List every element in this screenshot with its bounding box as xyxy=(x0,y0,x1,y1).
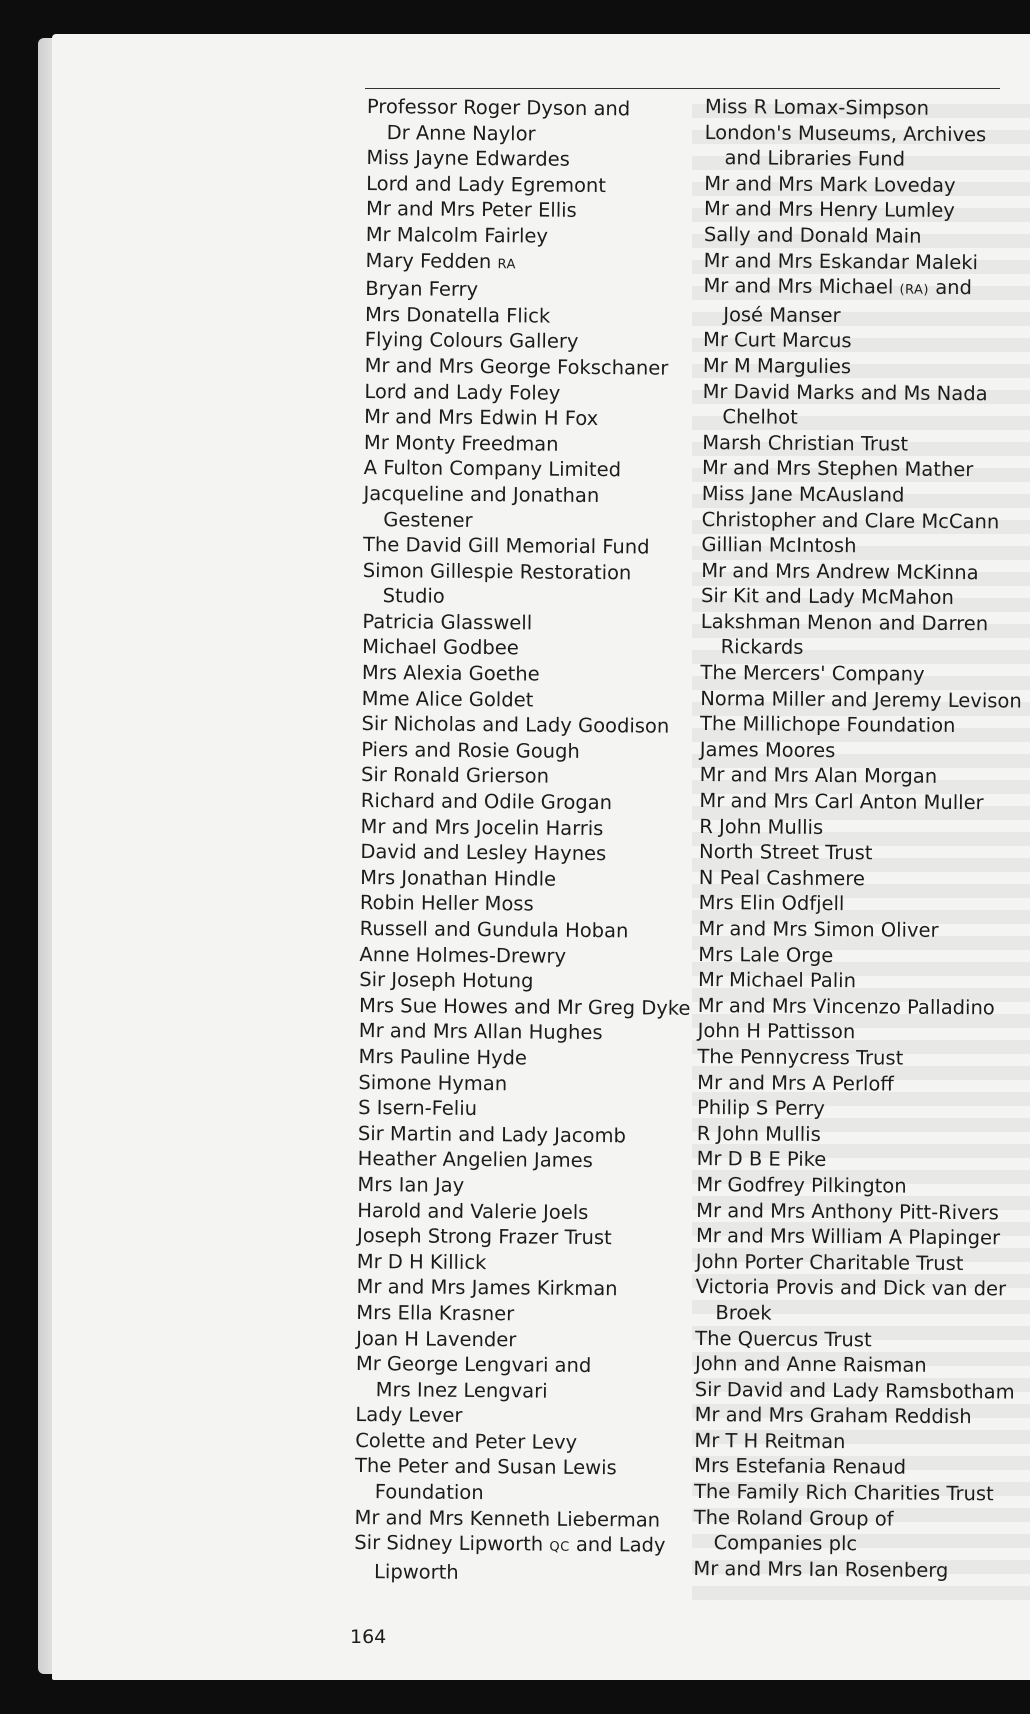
donor-name: Mr Monty Freedman xyxy=(363,430,559,456)
donor-entry xyxy=(363,532,683,560)
donor-name: Mr David Marks and Ms Nada xyxy=(702,379,988,405)
donor-name: Mrs Ella Krasner xyxy=(356,1300,515,1326)
donor-entry xyxy=(699,839,1009,867)
donor-entry xyxy=(360,814,680,842)
donor-entry xyxy=(700,660,1010,688)
donor-name: Mr D B E Pike xyxy=(696,1147,827,1172)
donor-entry xyxy=(697,1146,1007,1174)
post-nominal: QC xyxy=(549,1539,570,1556)
donor-entry xyxy=(355,1402,675,1430)
donor-entry xyxy=(357,1172,677,1200)
donor-entry xyxy=(364,455,684,483)
donor-entry xyxy=(366,222,686,250)
donor-name: Mr and Mrs Vincenzo Palladino xyxy=(697,993,995,1020)
donor-name: Sir Nicholas and Lady Goodison xyxy=(361,712,670,738)
donor-entry xyxy=(698,916,1008,944)
donor-name: Lady Lever xyxy=(355,1403,463,1428)
donor-name: Christopher and Clare McCann xyxy=(701,507,1000,533)
donor-name: Mrs Donatella Flick xyxy=(364,302,551,328)
donor-entry xyxy=(703,273,1013,330)
donor-name: Mr and Mrs George Fokschaner xyxy=(364,353,669,380)
donor-entry xyxy=(694,1505,1004,1559)
donor-entry xyxy=(694,1428,1004,1456)
donor-name-second-line: Foundation xyxy=(374,1480,484,1505)
donor-entry xyxy=(699,890,1009,918)
donor-entry xyxy=(358,1121,678,1149)
donor-entry xyxy=(697,1044,1007,1072)
donor-name-continued: and xyxy=(935,275,973,300)
donor-entry xyxy=(357,1249,677,1277)
donor-name: Mr and Mrs James Kirkman xyxy=(356,1275,618,1301)
donor-name: Joseph Strong Frazer Trust xyxy=(356,1224,612,1250)
donor-name-second-line: Mrs Inez Lengvari xyxy=(375,1377,548,1403)
donor-name: Michael Godbee xyxy=(362,635,519,660)
donor-entry xyxy=(365,248,685,279)
donor-entry xyxy=(694,1479,1004,1507)
donor-name-second-line: Lipworth xyxy=(374,1559,459,1584)
donor-entry xyxy=(697,1070,1007,1098)
donor-entry xyxy=(360,839,680,867)
donor-name: Mr D H Killick xyxy=(356,1249,487,1274)
donor-entry xyxy=(704,196,1014,224)
donor-entry xyxy=(695,1402,1005,1430)
donor-name: Mr and Mrs Alan Morgan xyxy=(699,763,938,789)
donor-entry xyxy=(704,222,1014,250)
donor-name: Simon Gillespie Restoration xyxy=(362,558,632,585)
donor-entry xyxy=(703,327,1013,355)
donor-entry xyxy=(365,302,685,330)
donor-entry xyxy=(700,762,1010,790)
donor-name: Joan H Lavender xyxy=(356,1326,517,1351)
donor-name: Miss R Lomax-Simpson xyxy=(704,94,930,120)
donor-name: Norma Miller and Jeremy Levison xyxy=(700,686,1022,713)
donor-entry xyxy=(701,558,1011,586)
donor-name: Mr Michael Palin xyxy=(697,968,857,993)
donor-entry xyxy=(357,1197,677,1225)
donor-name: Mr and Mrs Kenneth Lieberman xyxy=(354,1505,661,1532)
donor-entry xyxy=(362,634,682,662)
donor-entry xyxy=(700,686,1022,714)
donor-entry xyxy=(358,1146,678,1174)
donor-entry xyxy=(355,1428,675,1456)
donor-name: Mrs Pauline Hyde xyxy=(358,1044,528,1070)
donor-name: Richard and Odile Grogan xyxy=(360,789,613,815)
donor-name: Mrs Lale Orge xyxy=(698,942,834,967)
post-nominal: RA xyxy=(497,256,516,272)
donor-name: Patricia Glasswell xyxy=(362,609,533,635)
donor-entry xyxy=(358,1044,678,1072)
donor-entry xyxy=(696,1223,1006,1251)
donor-entry xyxy=(696,1172,1006,1200)
donor-name: Sir Ronald Grierson xyxy=(360,763,550,789)
donor-entry xyxy=(359,942,679,970)
donor-name: Mr and Mrs Ian Rosenberg xyxy=(693,1556,949,1582)
donor-name: James Moores xyxy=(699,737,836,762)
donor-name: Philip S Perry xyxy=(696,1096,825,1121)
donor-entry xyxy=(358,1095,678,1123)
donor-entry xyxy=(702,455,1012,483)
donor-entry xyxy=(358,993,691,1021)
donor-entry xyxy=(361,788,681,816)
donor-name: Mr Curt Marcus xyxy=(702,328,852,353)
donor-entry xyxy=(357,1223,677,1251)
donor-entry xyxy=(360,865,680,893)
donor-entry xyxy=(364,404,684,432)
donor-entry xyxy=(361,762,681,790)
donor-name: Mr and Mrs Jocelin Harris xyxy=(360,814,604,840)
donor-name-second-line: Dr Anne Naylor xyxy=(386,120,536,146)
donor-entry xyxy=(364,379,684,407)
donor-name: Sir Joseph Hotung xyxy=(359,968,534,993)
donor-name: Mrs Jonathan Hindle xyxy=(360,865,557,891)
donor-entry xyxy=(705,94,1015,122)
donor-entry xyxy=(697,1095,1007,1123)
donor-name-second-line: Companies plc xyxy=(713,1531,858,1556)
donor-name: Colette and Peter Levy xyxy=(355,1428,578,1454)
donor-name: John and Anne Raisman xyxy=(694,1352,927,1377)
donor-name-second-line: and Libraries Fund xyxy=(724,146,906,171)
donor-name-second-line: Broek xyxy=(715,1301,772,1325)
donor-name: Miss Jayne Edwardes xyxy=(366,146,570,171)
donor-entry xyxy=(698,967,1008,995)
donor-name: Mr and Mrs Carl Anton Muller xyxy=(699,789,984,815)
donor-entry xyxy=(356,1325,676,1353)
donor-entry xyxy=(365,327,685,355)
donor-name: Mr and Mrs Michael xyxy=(703,274,894,299)
donor-name: Mr and Mrs Edwin H Fox xyxy=(364,405,599,431)
donor-name-second-line: Studio xyxy=(382,584,445,608)
donor-name: The Quercus Trust xyxy=(695,1326,872,1351)
donor-entry xyxy=(366,145,686,173)
donor-entry xyxy=(359,1018,679,1046)
donor-entry xyxy=(367,94,687,148)
header-rule xyxy=(365,88,1000,89)
donor-name: Mr Godfrey Pilkington xyxy=(696,1172,907,1198)
donor-name: The David Gill Memorial Fund xyxy=(362,533,650,559)
donor-name: Gillian McIntosh xyxy=(701,533,857,558)
donor-name: Mr and Mrs Eskandar Maleki xyxy=(703,248,979,274)
donor-name: Heather Angelien James xyxy=(357,1147,593,1173)
donor-name: Sally and Donald Main xyxy=(703,222,922,248)
donor-entry xyxy=(702,430,1012,458)
donor-entry xyxy=(354,1505,674,1533)
donor-entry xyxy=(703,353,1013,381)
donor-name: Mme Alice Goldet xyxy=(361,686,534,712)
donor-entry xyxy=(358,1070,678,1098)
donor-name: Marsh Christian Trust xyxy=(702,430,909,456)
donor-name: Mr and Mrs Andrew McKinna xyxy=(701,558,979,584)
donor-list-right-column xyxy=(693,94,1022,1584)
donor-name: Victoria Provis and Dick van der xyxy=(695,1275,1007,1301)
donor-name: S Isern-Feliu xyxy=(358,1096,478,1121)
donor-entry xyxy=(355,1453,675,1507)
donor-name: Mr and Mrs Simon Oliver xyxy=(698,916,939,942)
donor-name: The Family Rich Charities Trust xyxy=(693,1480,994,1506)
donor-name: Professor Roger Dyson and xyxy=(366,94,631,121)
post-nominal: (RA) xyxy=(899,282,930,298)
donor-entry xyxy=(702,506,1012,534)
donor-name: London's Museums, Archives xyxy=(704,120,987,146)
donor-entry xyxy=(362,660,682,688)
donor-entry xyxy=(700,711,1010,739)
donor-entry xyxy=(695,1351,1005,1379)
donor-entry xyxy=(365,353,685,381)
donor-entry xyxy=(356,1300,676,1328)
donor-entry xyxy=(700,737,1010,765)
donor-name: Simone Hyman xyxy=(358,1070,508,1095)
donor-name: Mr and Mrs William A Plapinger xyxy=(695,1224,1001,1250)
donor-entry xyxy=(366,171,686,199)
donor-entry xyxy=(699,865,1009,893)
donor-name: Russell and Gundula Hoban xyxy=(359,916,629,943)
donor-entry xyxy=(704,171,1014,199)
donor-entry xyxy=(704,120,1014,174)
donor-entry xyxy=(699,814,1009,842)
donor-name: The Peter and Susan Lewis xyxy=(354,1454,617,1480)
donor-entry xyxy=(698,942,1008,970)
donor-entry xyxy=(697,1121,1007,1149)
donor-name: R John Mullis xyxy=(696,1121,821,1146)
donor-name: Harold and Valerie Joels xyxy=(357,1198,589,1224)
donor-name: Mr and Mrs A Perloff xyxy=(697,1070,894,1096)
donor-name: R John Mullis xyxy=(699,814,824,839)
donor-name: The Mercers' Company xyxy=(700,661,925,686)
donor-name: The Pennycress Trust xyxy=(697,1044,904,1070)
donor-entry xyxy=(699,788,1009,816)
donor-name: Mr and Mrs Anthony Pitt-Rivers xyxy=(696,1198,999,1224)
donor-name: Sir Martin and Lady Jacomb xyxy=(357,1121,626,1148)
donor-name: A Fulton Company Limited xyxy=(363,456,622,482)
donor-name: Sir Kit and Lady McMahon xyxy=(700,584,954,610)
donor-entry xyxy=(354,1530,674,1587)
donor-entry xyxy=(702,481,1012,509)
donor-entry xyxy=(356,1274,676,1302)
donor-name: Lord and Lady Egremont xyxy=(366,171,607,197)
donor-name: N Peal Cashmere xyxy=(698,865,866,891)
donor-name: Mr and Mrs Graham Reddish xyxy=(694,1403,972,1429)
donor-name: Mr and Mrs Stephen Mather xyxy=(701,456,974,482)
donor-entry xyxy=(361,737,681,765)
donor-entry xyxy=(698,1018,1008,1046)
donor-name: Miss Jane McAusland xyxy=(701,481,905,507)
donor-name: Anne Holmes-Drewry xyxy=(359,942,567,968)
donor-entry xyxy=(363,558,683,612)
donor-list-left-column xyxy=(354,94,691,1587)
donor-name: Flying Colours Gallery xyxy=(364,328,579,354)
donor-name: Mr T H Reitman xyxy=(694,1428,846,1454)
donor-name: Mr and Mrs Henry Lumley xyxy=(704,197,955,223)
donor-entry xyxy=(364,430,684,458)
donor-name-second-line: Chelhot xyxy=(722,405,798,429)
donor-entry xyxy=(694,1453,1004,1481)
donor-entry xyxy=(695,1274,1005,1328)
donor-entry xyxy=(365,276,685,304)
donor-name: John Porter Charitable Trust xyxy=(695,1249,964,1275)
donor-entry xyxy=(701,609,1011,663)
donor-entry xyxy=(694,1377,1015,1405)
donor-name: Mr M Margulies xyxy=(702,353,852,379)
donor-entry xyxy=(693,1556,1003,1584)
donor-entry xyxy=(360,890,680,918)
donor-name: Mary Fedden xyxy=(365,248,492,273)
donor-name: Mrs Alexia Goethe xyxy=(361,661,540,686)
donor-entry xyxy=(359,967,679,995)
donor-name: Lakshman Menon and Darren xyxy=(700,609,989,636)
donor-name: Mr and Mrs Peter Ellis xyxy=(365,197,577,223)
donor-name-continued: and Lady xyxy=(575,1533,666,1557)
donor-name: Robin Heller Moss xyxy=(359,891,534,916)
donor-name: The Roland Group of xyxy=(693,1505,894,1531)
donor-name: Mrs Estefania Renaud xyxy=(694,1454,907,1480)
donor-name: Mr Malcolm Fairley xyxy=(365,222,549,248)
donor-name: Mr George Lengvari and xyxy=(355,1352,592,1378)
donor-name: North Street Trust xyxy=(698,840,873,865)
donor-entry xyxy=(356,1351,676,1405)
page-number: 164 xyxy=(350,1626,387,1648)
donor-entry xyxy=(696,1197,1006,1225)
donor-name: Mr and Mrs Allan Hughes xyxy=(358,1019,603,1045)
donor-name: John H Pattisson xyxy=(697,1019,856,1044)
donor-entry xyxy=(695,1325,1005,1353)
donor-name: Jacqueline and Jonathan xyxy=(363,481,600,507)
donor-name: Bryan Ferry xyxy=(365,277,479,302)
donor-entry xyxy=(701,532,1011,560)
donor-name: Mrs Elin Odfjell xyxy=(698,891,845,916)
donor-entry xyxy=(362,609,682,637)
donor-entry xyxy=(366,196,686,224)
donor-name-second-line: Rickards xyxy=(720,635,804,660)
donor-entry xyxy=(360,916,680,944)
donor-entry xyxy=(704,248,1014,276)
donor-name: Mr and Mrs Mark Loveday xyxy=(704,171,956,197)
donor-name: Lord and Lady Foley xyxy=(364,379,561,405)
donor-name-second-line: Gestener xyxy=(383,507,473,532)
donor-name: Mrs Ian Jay xyxy=(357,1172,465,1197)
donor-name: David and Lesley Haynes xyxy=(360,840,607,866)
donor-name-second-line: José Manser xyxy=(723,302,841,327)
donor-entry xyxy=(701,583,1011,611)
donor-name: The Millichope Foundation xyxy=(699,712,956,738)
donor-entry xyxy=(702,379,1012,433)
donor-entry xyxy=(363,481,683,535)
donor-name: Mrs Sue Howes and Mr Greg Dyke xyxy=(358,993,691,1020)
donor-entry xyxy=(698,993,1008,1021)
donor-entry xyxy=(696,1249,1006,1277)
donor-name: Sir Sidney Lipworth xyxy=(354,1531,544,1556)
donor-entry xyxy=(361,711,681,739)
donor-entry xyxy=(362,686,682,714)
donor-name: Sir David and Lady Ramsbotham xyxy=(694,1377,1015,1404)
donor-name: Piers and Rosie Gough xyxy=(361,737,580,763)
